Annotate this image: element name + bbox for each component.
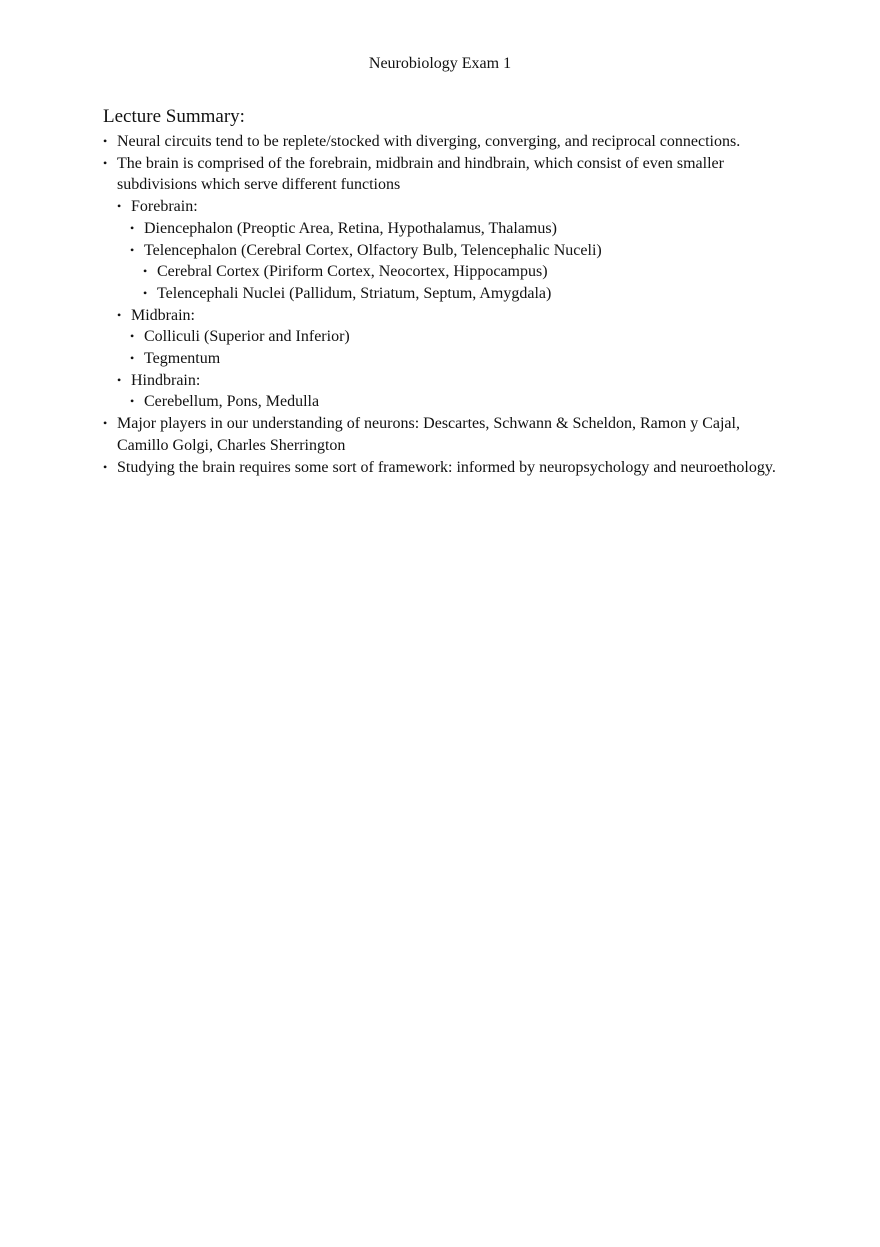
list-item-text: Cerebral Cortex (Piriform Cortex, Neocortex, Hippocampus) [157, 263, 548, 281]
list-item-text: The brain is comprised of the forebrain, midbrain and hindbrain, which consist of even smaller subdivisions which serve different functions [117, 154, 724, 194]
lecture-summary-section [103, 105, 793, 478]
list-item-level-2 [103, 370, 793, 392]
list-item-level-1 [103, 153, 793, 196]
list-item-level-2 [103, 305, 793, 327]
list-item-level-4 [103, 283, 793, 305]
bullet-icon: • [103, 416, 108, 431]
list-item-level-4 [103, 261, 793, 283]
list-item-text: Forebrain: [131, 198, 198, 216]
bullet-icon: • [103, 134, 108, 148]
bullet-icon: • [103, 459, 108, 474]
bullet-icon: • [117, 199, 122, 214]
section-title: Lecture Summary: [103, 106, 245, 127]
list-item-level-3 [103, 218, 793, 240]
bullet-icon: • [143, 285, 148, 300]
list-item-text: Diencephalon (Preoptic Area, Retina, Hypothalamus, Thalamus) [144, 219, 557, 237]
bullet-icon: • [130, 394, 135, 409]
list-item-text: Studying the brain requires some sort of framework: informed by neuropsychology and neuroethology. [117, 458, 776, 476]
bullet-icon: • [117, 372, 122, 387]
list-item-text: Cerebellum, Pons, Medulla [144, 393, 320, 411]
list-item-text: Neural circuits tend to be replete/stocked with diverging, converging, and reciprocal connections. [117, 133, 741, 150]
list-item-text: Tegmentum [144, 350, 221, 368]
bullet-icon: • [117, 307, 122, 322]
bullet-icon: • [130, 220, 135, 235]
page-header: Neurobiology Exam 1 [368, 55, 512, 72]
list-item-text: Midbrain: [131, 306, 195, 324]
list-item-level-1 [103, 457, 793, 479]
list-item-level-3 [103, 391, 793, 413]
list-item-text: Hindbrain: [131, 371, 201, 389]
summary-list [103, 131, 793, 478]
list-item-level-3 [103, 240, 793, 262]
list-item-text: Major players in our understanding of neurons: Descartes, Schwann & Scheldon, Ramon y Cajal, Camillo Golgi, Charles Sherrington [117, 415, 740, 454]
list-item-text: Telencephalon (Cerebral Cortex, Olfactory Bulb, Telencephalic Nuceli) [144, 241, 602, 259]
list-item-level-1 [103, 131, 793, 153]
bullet-icon: • [130, 351, 135, 366]
bullet-icon: • [130, 329, 135, 344]
list-item-text: Colliculi (Superior and Inferior) [144, 328, 350, 346]
list-item-level-2 [103, 196, 793, 218]
list-item-level-3 [103, 326, 793, 348]
bullet-icon: • [103, 155, 108, 170]
list-item-text: Telencephali Nuclei (Pallidum, Striatum, Septum, Amygdala) [157, 284, 552, 302]
bullet-icon: • [143, 264, 148, 279]
list-item-level-1 [103, 413, 793, 456]
bullet-icon: • [130, 242, 135, 257]
list-item-level-3 [103, 348, 793, 370]
